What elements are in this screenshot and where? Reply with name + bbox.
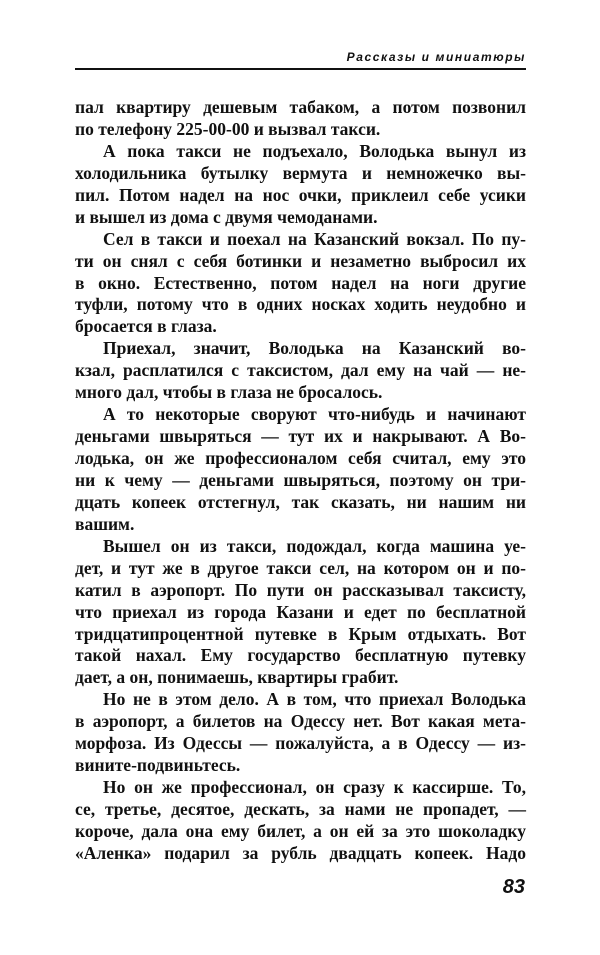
text-line: А пока такси не подъехало, Володька вынул из (103, 140, 526, 161)
text-line: вашим. (75, 513, 135, 534)
paragraph (75, 229, 526, 339)
text-line: короче, дала она ему билет, а он ей за это шоколадку (75, 820, 526, 841)
paragraph (75, 338, 526, 404)
paragraph (75, 777, 526, 865)
text-line: бросается в глаза. (75, 316, 217, 337)
text-line: катил в аэропорт. По пути он рассказывал таксисту, (75, 579, 526, 600)
text-line: кзал, расплатился с таксистом, дал ему на чай — не- (75, 360, 526, 381)
text-line: что приехал из города Казани и едет по бесплатной (75, 601, 526, 622)
paragraph (75, 97, 526, 141)
text-line: Сел в такси и поехал на Казанский вокзал. По пу- (103, 228, 526, 249)
page-number: 83 (502, 876, 525, 898)
text-line: деньгами швыряться — тут их и накрывают. А Во- (75, 426, 526, 447)
text-line: такой нахал. Ему государство бесплатную путевку (75, 645, 526, 666)
text-line: А то некоторые своруют что-нибудь и начинают (103, 404, 526, 425)
text-line: ни к чему — деньгами швыряться, поэтому он три- (75, 469, 526, 490)
text-line: се, третье, десятое, дескать, за нами не пропадет, — (75, 799, 526, 819)
text-line: Но не в этом дело. А в том, что приехал Володька (103, 689, 526, 710)
text-line: холодильника бутылку вермута и немножечко вы- (75, 162, 526, 183)
text-line: дцать копеек отстегнул, так сказать, ни нашим ни (75, 491, 526, 512)
text-line: в окно. Естественно, потом надел на ноги другие (75, 272, 526, 293)
text-line: тридцатипроцентной путевке в Крым отдыхать. Вот (75, 623, 526, 644)
text-line: дет, и тут же в другое такси сел, на котором он и по- (75, 557, 526, 578)
text-line: много дал, чтобы в глаза не бросалось. (75, 382, 383, 403)
text-line: Приехал, значит, Володька на Казанский во- (103, 338, 526, 359)
text-line: в аэропорт, а билетов на Одессу нет. Вот какая мета- (75, 711, 526, 732)
paragraph (75, 689, 526, 777)
text-line: туфли, потому что в одних носках ходить неудобно и (75, 294, 526, 315)
text-line: ти он снял с себя ботинки и незаметно выбросил их (75, 250, 526, 271)
paragraph (75, 536, 526, 690)
text-line: дает, а он, понимаешь, квартиры грабит. (75, 667, 399, 688)
text-line: пил. Потом надел на нос очки, приклеил себе усики (75, 184, 526, 205)
running-header (75, 48, 526, 70)
text-line: лодька, он же профессионалом себя считал, ему это (75, 448, 526, 468)
text-line: морфоза. Из Одессы — пожалуйста, а в Одессу — из- (75, 733, 526, 754)
text-line: вините-подвиньтесь. (75, 755, 241, 776)
paragraph (75, 404, 526, 536)
text-line: пал квартиру дешевым табаком, а потом позвонил (75, 97, 526, 117)
running-title: Рассказы и миниатюры (346, 50, 526, 64)
paragraph (75, 141, 526, 229)
text-line: Но он же профессионал, он сразу к кассирше. То, (103, 777, 526, 798)
text-line: и вышел из дома с двумя чемоданами. (75, 206, 378, 227)
body-text (75, 97, 526, 865)
text-line: Вышел он из такси, подождал, когда машина уе- (103, 535, 526, 556)
text-line: «Аленка» подарил за рубль двадцать копеек. Надо (75, 842, 526, 863)
text-line: по телефону 225-00-00 и вызвал такси. (75, 118, 381, 139)
